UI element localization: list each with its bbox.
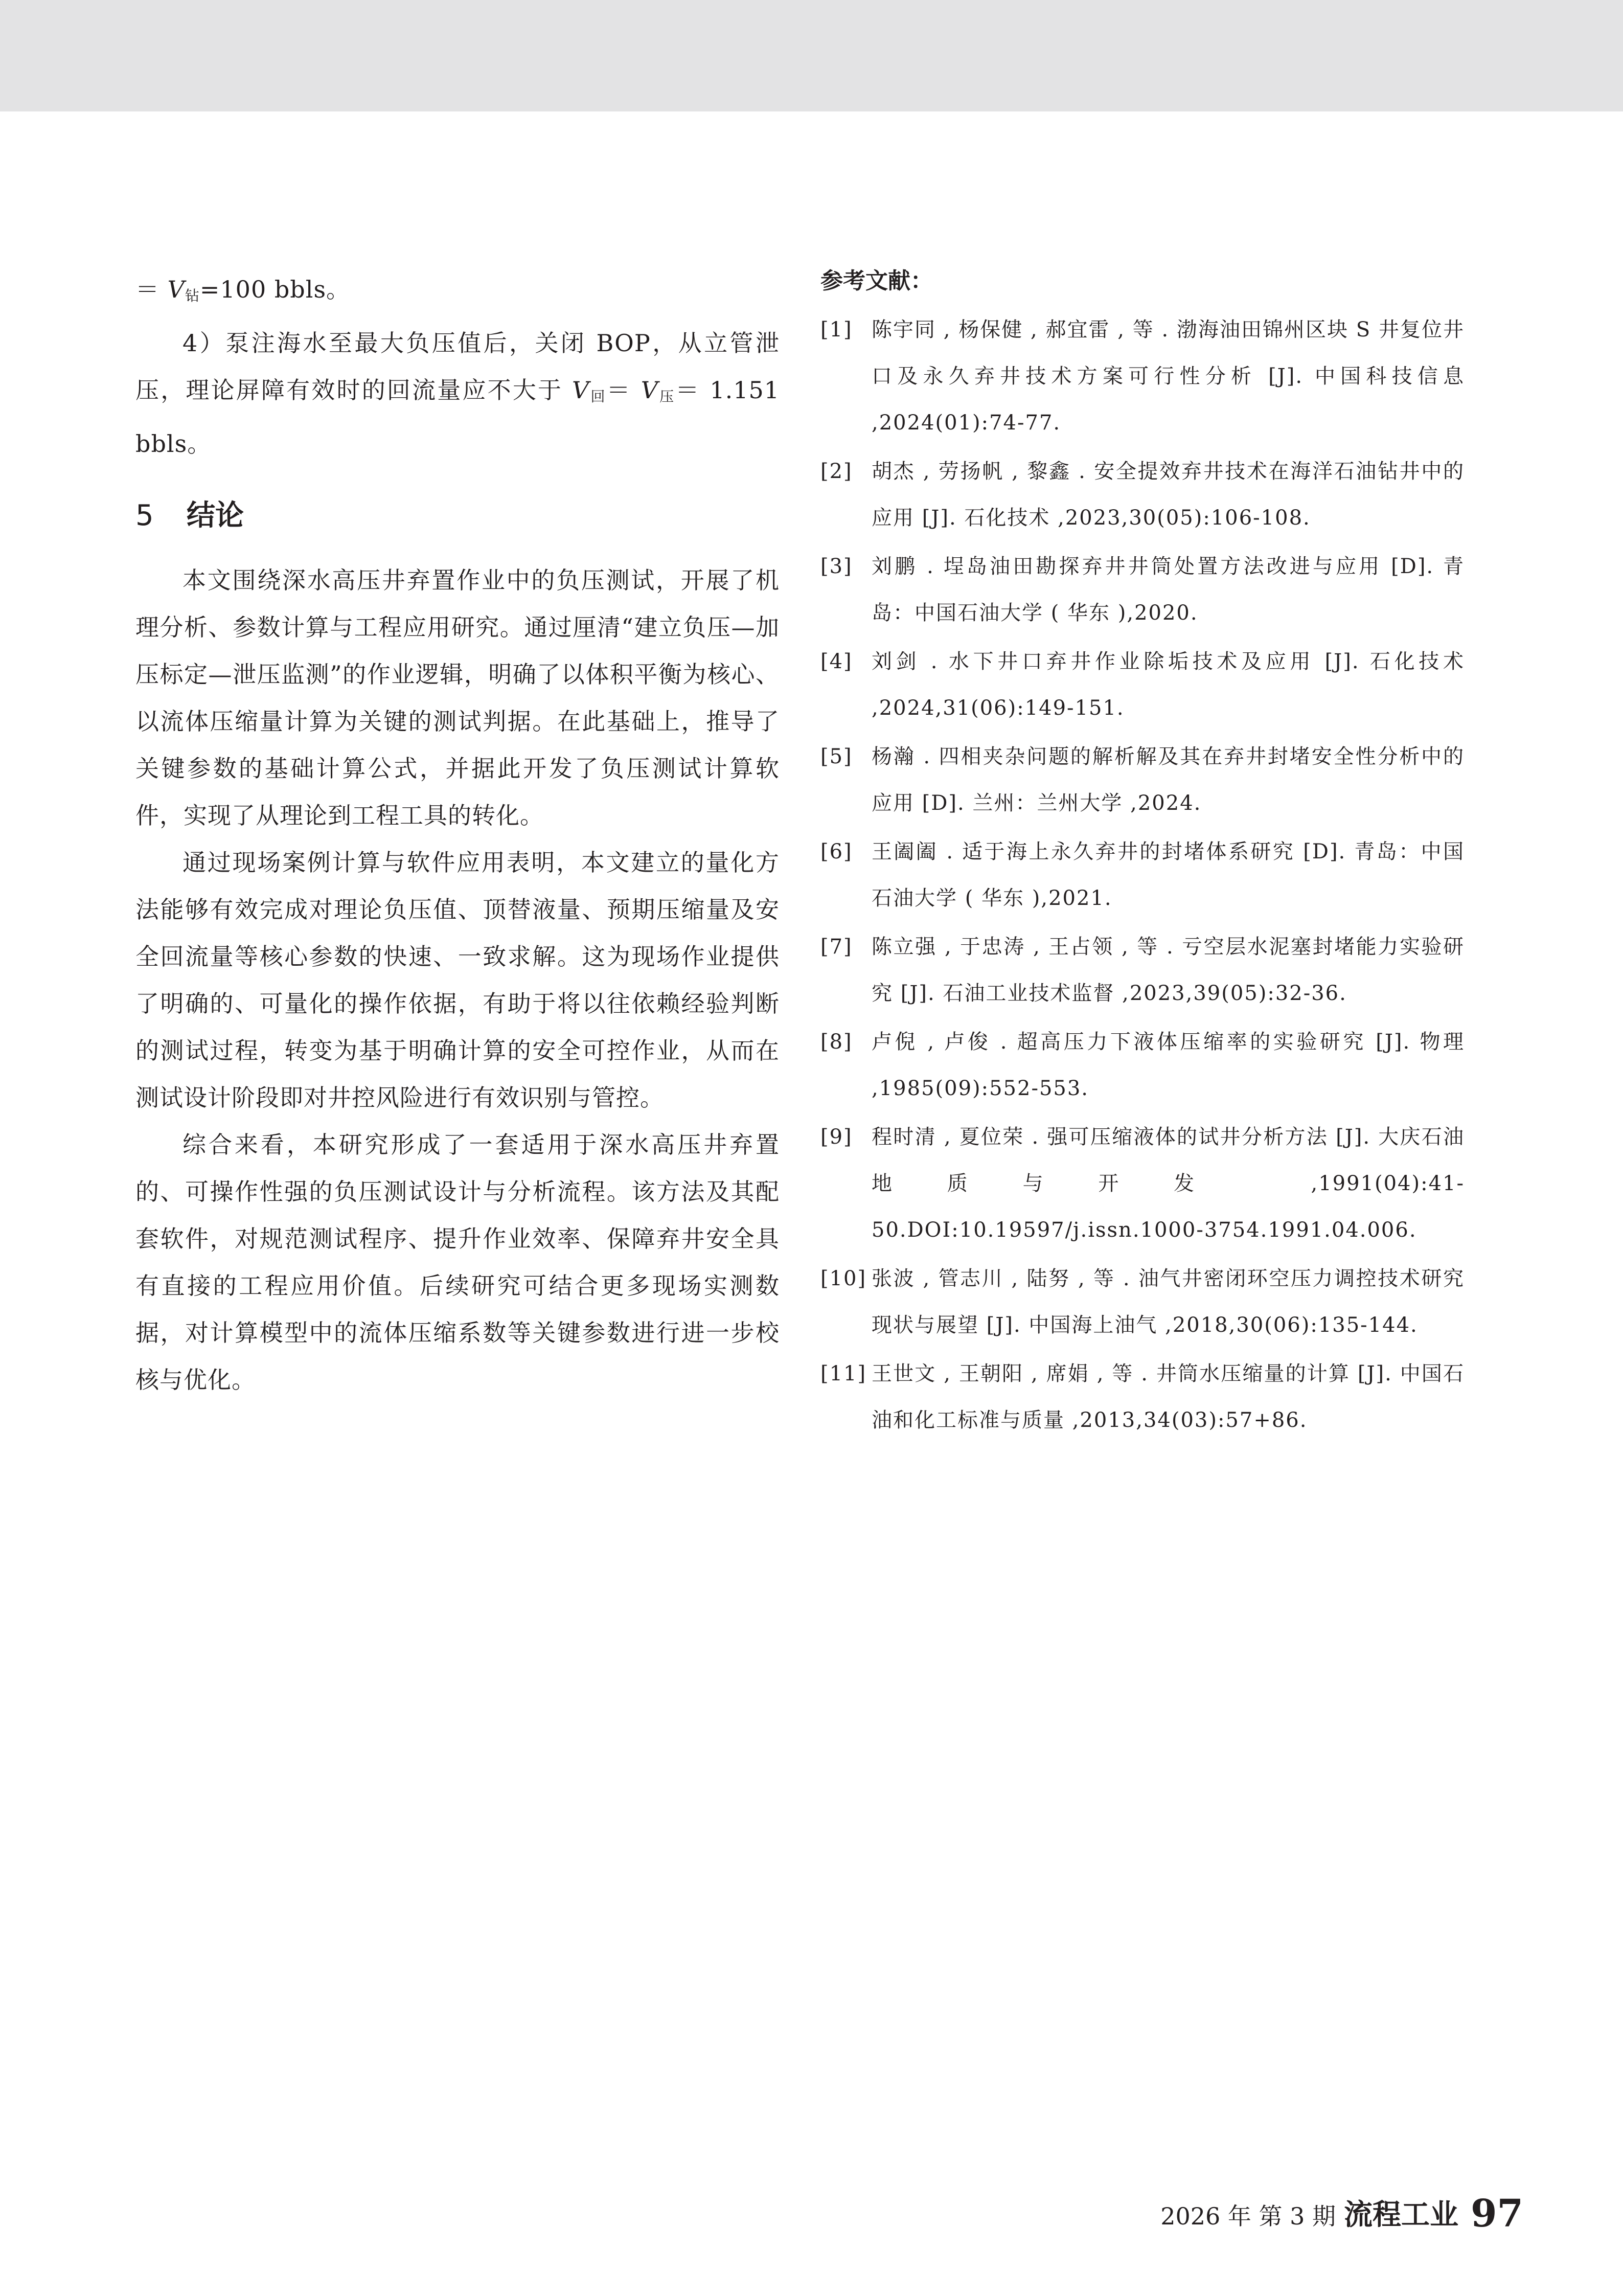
reference-text: 程时清 , 夏位荣 . 强可压缩液体的试井分析方法 [J]. 大庆石油地质与开发 ,1991(04):41-50.DOI:10.19597/j.issn.1000-3754.1991.04.006. bbox=[872, 1125, 1465, 1242]
reference-number: [7] bbox=[820, 935, 853, 959]
section-number: 5 bbox=[135, 499, 154, 532]
page-number: 97 bbox=[1471, 2192, 1523, 2236]
reference-number: [8] bbox=[820, 1030, 853, 1054]
reference-number: [1] bbox=[820, 318, 853, 342]
reference-number: [2] bbox=[820, 460, 853, 483]
reference-text: 陈宇同 , 杨保健 , 郝宜雷 , 等 . 渤海油田锦州区块 S 井复位井口及永久弃井技术方案可行性分析 [J]. 中国科技信息 ,2024(01):74-77. bbox=[872, 318, 1465, 435]
reference-text: 胡杰 , 劳扬帆 , 黎鑫 . 安全提效弃井技术在海洋石油钻井中的应用 [J]. 石化技术 ,2023,30(05):106-108. bbox=[872, 460, 1465, 530]
reference-item bbox=[820, 1256, 1465, 1349]
reference-item bbox=[820, 307, 1465, 446]
reference-number: [11] bbox=[820, 1362, 867, 1385]
reference-item bbox=[820, 639, 1465, 732]
reference-text: 杨瀚 . 四相夹杂问题的解析解及其在弃井封堵安全性分析中的应用 [D]. 兰州：兰州大学 ,2024. bbox=[872, 745, 1465, 815]
references-heading: 参考文献： bbox=[820, 268, 933, 294]
reference-item bbox=[820, 829, 1465, 922]
issue-label: 2026 年 第 3 期 bbox=[1160, 2202, 1336, 2230]
reference-item bbox=[820, 924, 1465, 1017]
reference-number: [10] bbox=[820, 1267, 867, 1290]
reference-number: [9] bbox=[820, 1125, 853, 1149]
conclusion-paragraph-2: 通过现场案例计算与软件应用表明，本文建立的量化方法能够有效完成对理论负压值、顶替液量、预期压缩量及安全回流量等核心参数的快速、一致求解。这为现场作业提供了明确的、可量化的操作依据，有助于将以往依赖经验判断的测试过程，转变为基于明确计算的安全可控作业，从而在测试设计阶段即对井控风险进行有效识别与管控。 bbox=[135, 849, 780, 1111]
reference-item bbox=[820, 1351, 1465, 1444]
reference-text: 王世文 , 王朝阳 , 席娟 , 等 . 井筒水压缩量的计算 [J]. 中国石油和化工标准与质量 ,2013,34(03):57+86. bbox=[872, 1362, 1465, 1432]
section-heading bbox=[135, 495, 780, 536]
reference-text: 刘鹏 . 埕岛油田勘探弃井井筒处置方法改进与应用 [D]. 青岛：中国石油大学 ( 华东 ),2020. bbox=[872, 555, 1465, 625]
reference-item bbox=[820, 734, 1465, 827]
reference-number: [3] bbox=[820, 555, 853, 578]
reference-item bbox=[820, 448, 1465, 541]
journal-name: 流程工业 bbox=[1344, 2198, 1459, 2232]
reference-text: 卢倪 , 卢俊 . 超高压力下液体压缩率的实验研究 [J]. 物理 ,1985(09):552-553. bbox=[872, 1030, 1465, 1100]
reference-list bbox=[820, 307, 1465, 1444]
conclusion-paragraph-1: 本文围绕深水高压井弃置作业中的负压测试，开展了机理分析、参数计算与工程应用研究。通过厘清“建立负压—加压标定—泄压监测”的作业逻辑，明确了以体积平衡为核心、以流体压缩量计算为关键的测试判据。在此基础上，推导了关键参数的基础计算公式，并据此开发了负压测试计算软件，实现了从理论到工程工具的转化。 bbox=[135, 566, 780, 829]
header-band bbox=[0, 0, 1623, 111]
reference-number: [5] bbox=[820, 745, 853, 768]
reference-text: 王阖阖 . 适于海上永久弃井的封堵体系研究 [D]. 青岛：中国石油大学 ( 华东 ),2021. bbox=[872, 840, 1465, 910]
conclusion-paragraph-3: 综合来看，本研究形成了一套适用于深水高压井弃置的、可操作性强的负压测试设计与分析流程。该方法及其配套软件，对规范测试程序、提升作业效率、保障弃井安全具有直接的工程应用价值。后续研究可结合更多现场实测数据，对计算模型中的流体压缩系数等关键参数进行进一步校核与优化。 bbox=[135, 1131, 780, 1394]
page-footer bbox=[1160, 2188, 1523, 2242]
reference-item bbox=[820, 1114, 1465, 1254]
left-column bbox=[135, 266, 780, 1403]
reference-item bbox=[820, 543, 1465, 636]
reference-number: [6] bbox=[820, 840, 853, 863]
equation-line: ＝ $V_钻=100$ bbls。 bbox=[135, 276, 351, 304]
references-section bbox=[820, 266, 1465, 1446]
section-title: 结论 bbox=[187, 499, 244, 532]
reference-text: 陈立强 , 于忠涛 , 王占领 , 等 . 亏空层水泥塞封堵能力实验研究 [J]. 石油工业技术监督 ,2023,39(05):32-36. bbox=[872, 935, 1465, 1005]
reference-text: 刘剑 . 水下井口弃井作业除垢技术及应用 [J]. 石化技术 ,2024,31(06):149-151. bbox=[872, 650, 1465, 720]
reference-text: 张波 , 管志川 , 陆努 , 等 . 油气井密闭环空压力调控技术研究现状与展望 [J]. 中国海上油气 ,2018,30(06):135-144. bbox=[872, 1267, 1465, 1337]
reference-item bbox=[820, 1019, 1465, 1112]
reference-number: [4] bbox=[820, 650, 853, 673]
step-4-paragraph: 4）泵注海水至最大负压值后，关闭 BOP，从立管泄压，理论屏障有效时的回流量应不大于 $V_回= V_压= 1.151$ bbls。 bbox=[135, 329, 780, 458]
